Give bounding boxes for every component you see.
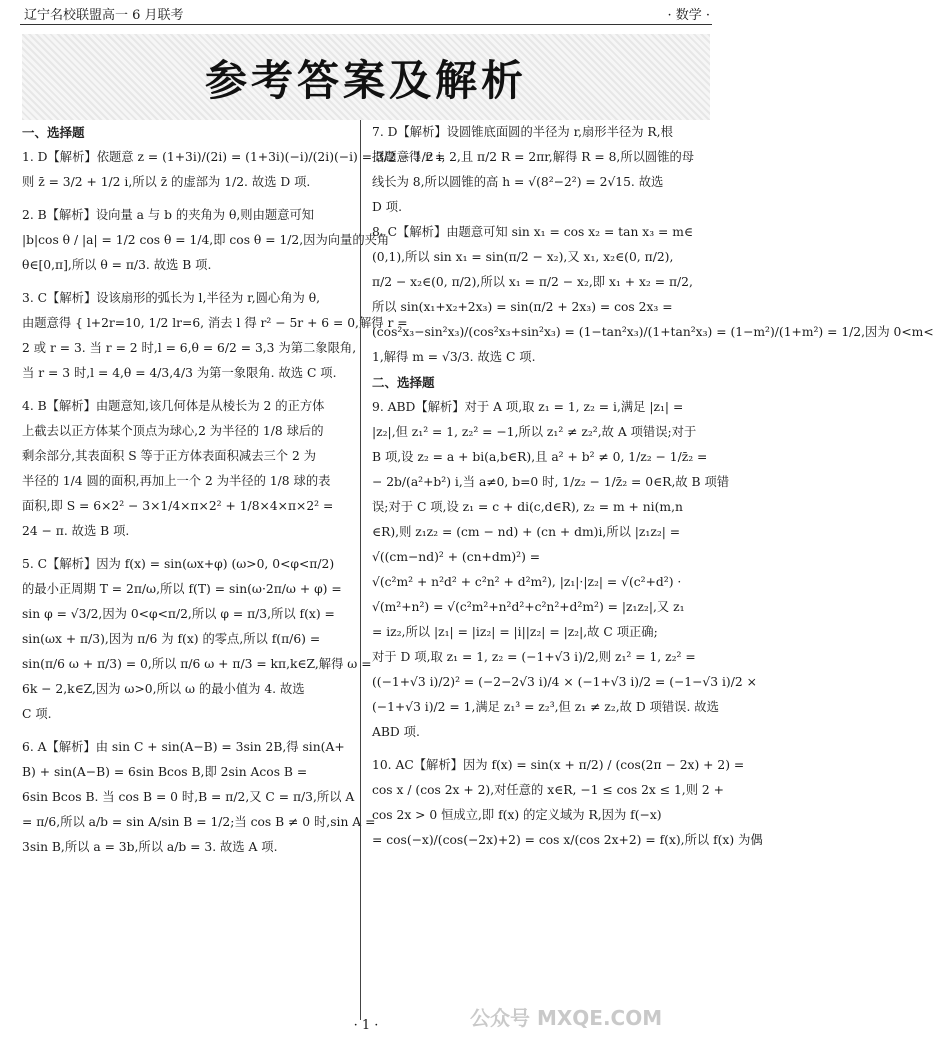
spacer — [22, 386, 366, 394]
text-line: ((−1+√3 i)/2)² = (−2−2√3 i)/4 × (−1+√3 i)/2 = (−1−√3 i)/2 × — [372, 675, 757, 689]
text-line: |b|cos θ / |a| = 1/2 cos θ = 1/4,即 cos θ = 1/2,因为向量的夹角 — [22, 233, 390, 247]
spacer — [372, 745, 710, 753]
text-line: 1. D【解析】依题意 z = (1+3i)/(2i) = (1+3i)(−i)/(2i)(−i) = 3/2 − 1/2 i, — [22, 150, 446, 164]
text-line: B 项,设 z₂ = a + bi(a,b∈R),且 a² + b² ≠ 0, 1/z₂ − 1/z̄₂ = — [372, 450, 708, 464]
text-line: 1,解得 m = √3/3. 故选 C 项. — [372, 350, 536, 364]
text-line: θ∈[0,π],所以 θ = π/3. 故选 B 项. — [22, 258, 212, 272]
text-line: = iz₂,所以 |z₁| = |iz₂| = |i||z₂| = |z₂|,故 C 项正确; — [372, 625, 658, 639]
text-line: 24 − π. 故选 B 项. — [22, 524, 130, 538]
text-line: ∈R),则 z₁z₂ = (cm − nd) + (cn + dm)i,所以 |z₁z₂| = — [372, 525, 681, 539]
watermark: 公众号 MXQE.COM — [470, 1006, 663, 1030]
spacer — [22, 727, 366, 735]
right-column — [372, 120, 934, 853]
text-line: (cos²x₃−sin²x₃)/(cos²x₃+sin²x₃) = (1−tan²x₃)/(1+tan²x₃) = (1−m²)/(1+m²) = 1/2,因为 0<m< — [372, 325, 934, 339]
text-line: − 2b/(a²+b²) i,当 a≠0, b=0 时, 1/z₂ − 1/z̄₂ = 0∈R,故 B 项错 — [372, 475, 730, 489]
text-line: √(m²+n²) = √(c²m²+n²d²+c²n²+d²m²) = |z₁z₂|,又 z₁ — [372, 600, 685, 614]
subject-label: · 数学 · — [667, 8, 710, 23]
text-line: (0,1),所以 sin x₁ = sin(π/2 − x₂),又 x₁, x₂∈(0, π/2), — [372, 250, 674, 264]
text-line: 7. D【解析】设圆锥底面圆的半径为 r,扇形半径为 R,根 — [372, 125, 673, 139]
text-line: 9. ABD【解析】对于 A 项,取 z₁ = 1, z₂ = i,满足 |z₁| = — [372, 400, 684, 414]
text-line: = cos(−x)/(cos(−2x)+2) = cos x/(cos 2x+2) = f(x),所以 f(x) 为偶 — [372, 833, 763, 847]
text-line: D 项. — [372, 200, 402, 214]
text-line: 的最小正周期 T = 2π/ω,所以 f(T) = sin(ω·2π/ω + φ) = — [22, 582, 342, 596]
page-header — [20, 0, 712, 25]
text-line: 上截去以正方体某个顶点为球心,2 为半径的 1/8 球后的 — [22, 424, 324, 438]
text-line: √(c²m² + n²d² + c²n² + d²m²), |z₁|·|z₂| = √(c²+d²) · — [372, 575, 682, 589]
text-line: cos x / (cos 2x + 2),对任意的 x∈R, −1 ≤ cos 2x ≤ 1,则 2 + — [372, 783, 724, 797]
text-line: ABD 项. — [372, 725, 420, 739]
text-line: 线长为 8,所以圆锥的高 h = √(8²−2²) = 2√15. 故选 — [372, 175, 664, 189]
section-heading: 二、选择题 — [372, 375, 435, 390]
text-line: (−1+√3 i)/2 = 1,满足 z₁³ = z₂³,但 z₁ ≠ z₂,故 D 项错误. 故选 — [372, 700, 719, 714]
text-line: π/2 − x₂∈(0, π/2),所以 x₁ = π/2 − x₂,即 x₁ + x₂ = π/2, — [372, 275, 693, 289]
text-line: 6. A【解析】由 sin C + sin(A−B) = 3sin 2B,得 sin(A+ — [22, 740, 345, 754]
text-line: 据题意得 r = 2,且 π/2 R = 2πr,解得 R = 8,所以圆锥的母 — [372, 150, 695, 164]
text-line: 6sin Bcos B. 当 cos B = 0 时,B = π/2,又 C = π/3,所以 A — [22, 790, 355, 804]
text-line: B) + sin(A−B) = 6sin Bcos B,即 2sin Acos B = — [22, 765, 308, 779]
text-line: 剩余部分,其表面积 S 等于正方体表面积减去三个 2 为 — [22, 449, 317, 463]
spacer — [22, 544, 366, 552]
text-line: sin φ = √3/2,因为 0<φ<π/2,所以 φ = π/3,所以 f(x) = — [22, 607, 335, 621]
text-line: 8. C【解析】由题意可知 sin x₁ = cos x₂ = tan x₃ = m∈ — [372, 225, 694, 239]
column-divider — [360, 120, 361, 1020]
text-line: sin(ωx + π/3),因为 π/6 为 f(x) 的零点,所以 f(π/6) = — [22, 632, 321, 646]
text-line: √((cm−nd)² + (cn+dm)²) = — [372, 550, 541, 564]
text-line: 面积,即 S = 6×2² − 3×1/4×π×2² + 1/8×4×π×2² = — [22, 499, 334, 513]
text-line: cos 2x > 0 恒成立,即 f(x) 的定义域为 R,因为 f(−x) — [372, 808, 662, 822]
text-line: 10. AC【解析】因为 f(x) = sin(x + π/2) / (cos(2π − 2x) + 2) = — [372, 758, 745, 772]
text-line: = π/6,所以 a/b = sin A/sin B = 1/2;当 cos B ≠ 0 时,sin A = — [22, 815, 376, 829]
text-line: 误;对于 C 项,设 z₁ = c + di(c,d∈R), z₂ = m + ni(m,n — [372, 500, 683, 514]
spacer — [22, 278, 366, 286]
page-title: 参考答案及解析 — [204, 56, 527, 105]
text-line: 2. B【解析】设向量 a 与 b 的夹角为 θ,则由题意可知 — [22, 208, 315, 222]
text-line: 当 r = 3 时,l = 4,θ = 4/3,4/3 为第一象限角. 故选 C 项. — [22, 366, 337, 380]
text-line: 由题意得 { l+2r=10, 1/2 lr=6, 消去 l 得 r² − 5r + 6 = 0,解得 r = — [22, 316, 408, 330]
text-line: 3. C【解析】设该扇形的弧长为 l,半径为 r,圆心角为 θ, — [22, 291, 321, 305]
text-line: 2 或 r = 3. 当 r = 2 时,l = 6,θ = 6/2 = 3,3 为第二象限角, — [22, 341, 357, 355]
text-line: 6k − 2,k∈Z,因为 ω>0,所以 ω 的最小值为 4. 故选 — [22, 682, 305, 696]
text-line: 则 z̄ = 3/2 + 1/2 i,所以 z̄ 的虚部为 1/2. 故选 D 项. — [22, 175, 311, 189]
text-line: 对于 D 项,取 z₁ = 1, z₂ = (−1+√3 i)/2,则 z₁² = 1, z₂² = — [372, 650, 696, 664]
section-heading: 一、选择题 — [22, 125, 85, 140]
text-line: 所以 sin(x₁+x₂+2x₃) = sin(π/2 + 2x₃) = cos 2x₃ = — [372, 300, 673, 314]
page-number: · 1 · — [353, 1018, 379, 1033]
text-line: 3sin B,所以 a = 3b,所以 a/b = 3. 故选 A 项. — [22, 840, 278, 854]
text-line: C 项. — [22, 707, 52, 721]
text-line: 5. C【解析】因为 f(x) = sin(ωx+φ) (ω>0, 0<φ<π/2) — [22, 557, 335, 571]
exam-title: 辽宁名校联盟高一 6 月联考 — [24, 8, 184, 23]
spacer — [22, 195, 366, 203]
text-line: |z₂|,但 z₁² = 1, z₂² = −1,所以 z₁² ≠ z₂²,故 A 项错误;对于 — [372, 425, 697, 439]
title-banner — [22, 34, 710, 120]
text-line: 半径的 1/4 圆的面积,再加上一个 2 为半径的 1/8 球的表 — [22, 474, 331, 488]
text-line: 4. B【解析】由题意知,该几何体是从棱长为 2 的正方体 — [22, 399, 325, 413]
text-line: sin(π/6 ω + π/3) = 0,所以 π/6 ω + π/3 = kπ,k∈Z,解得 ω = — [22, 657, 372, 671]
